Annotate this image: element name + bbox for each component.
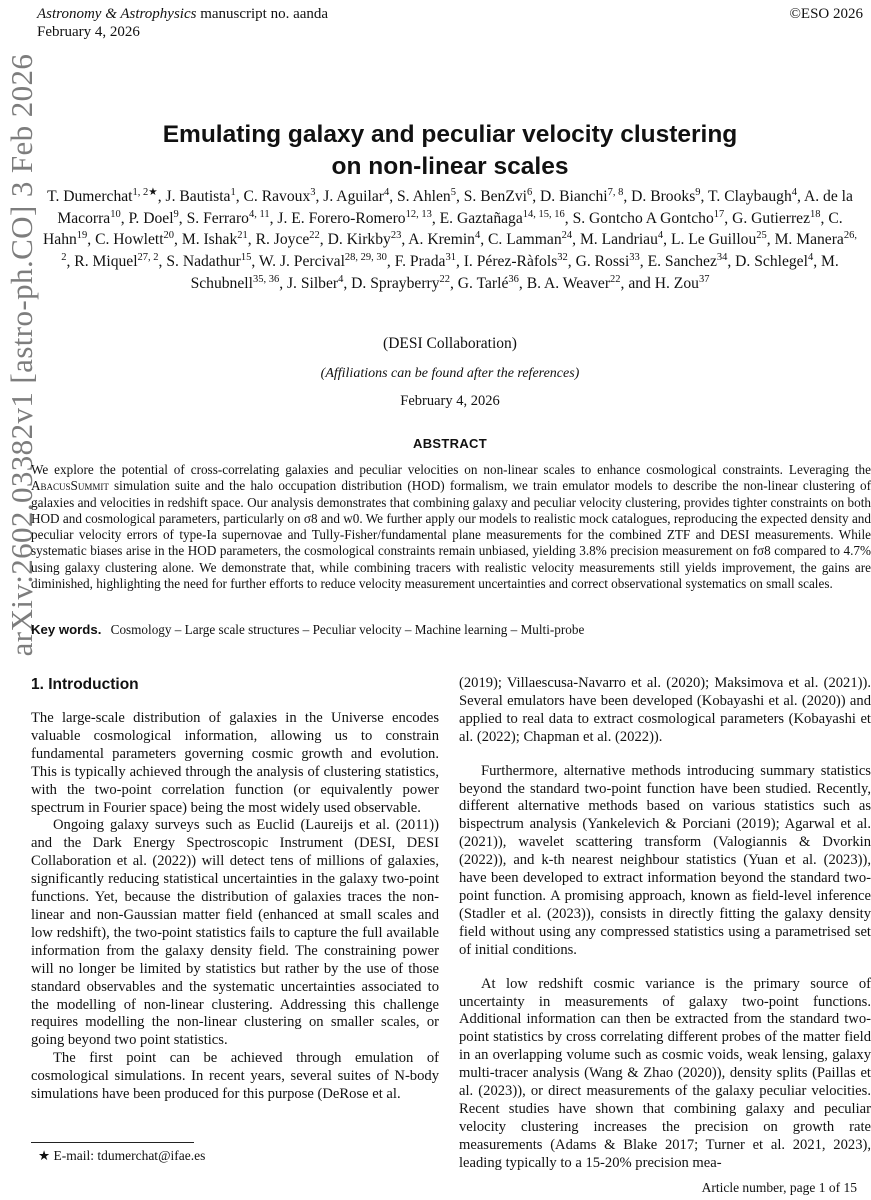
affiliations-note: (Affiliations can be found after the references) bbox=[320, 366, 580, 381]
paper-date: February 4, 2026 bbox=[400, 393, 500, 409]
author-name: W. J. Percival bbox=[258, 253, 345, 271]
header-date: February 4, 2026 bbox=[37, 24, 140, 40]
author-affiliation: 32 bbox=[557, 251, 568, 263]
author-name: T. Claybaugh bbox=[708, 188, 792, 205]
author-name: E. Gaztañaga bbox=[439, 209, 523, 227]
author-name: J. Silber bbox=[286, 274, 339, 292]
author-affiliation: 17 bbox=[713, 208, 725, 220]
author bbox=[323, 188, 389, 205]
author bbox=[328, 231, 402, 248]
author bbox=[128, 210, 178, 227]
author-affiliation: 9 bbox=[695, 186, 701, 198]
author-affiliation: 25 bbox=[756, 230, 767, 242]
paragraph: Furthermore, alternative methods introducing summary statistics beyond the standard two-point function have been studied. Recently, different alternative methods based on various statistics such as bispectrum analysis (Yankelevich & Porciani (2019); Agarwal et al. (2021)), wavelet scattering transform (Valogiannis & Dvorkin (2022)), and k-th nearest neighbour statistics (Yuan et al. (2023)), have been developed to extract information beyond the standard two-point function. A promising approach, known as field-level inference (Stadler et al. (2023)), consists in directly fitting the galaxy density field without using any compressed statistics using a parametrised set of initial conditions. bbox=[459, 762, 871, 958]
author bbox=[488, 231, 572, 248]
author-name: D. Brooks bbox=[631, 188, 696, 205]
title-line-2: on non-linear scales bbox=[331, 153, 569, 180]
author-affiliation: 4 bbox=[807, 251, 814, 263]
author-affiliation: 26, 2 bbox=[61, 230, 857, 263]
author-name: S. Ahlen bbox=[396, 188, 451, 205]
author bbox=[166, 188, 236, 205]
author-name: S. Ferraro bbox=[186, 209, 249, 227]
author-name: S. BenZvi bbox=[463, 188, 527, 205]
author bbox=[351, 275, 450, 292]
author-affiliation: 1, 2★ bbox=[132, 186, 158, 198]
author-name: C. Ravoux bbox=[243, 188, 311, 205]
author-name: J. E. Forero-Romero bbox=[277, 209, 406, 227]
author-name: T. Dumerchat bbox=[47, 188, 133, 205]
author-name: R. Miquel bbox=[74, 253, 138, 271]
author-affiliation: 4 bbox=[791, 186, 798, 198]
author-affiliation: 4 bbox=[474, 230, 481, 242]
running-header bbox=[37, 5, 328, 23]
author-name: A. de la Macorra bbox=[57, 188, 853, 227]
author-affiliation: 27, 2 bbox=[137, 251, 159, 263]
author-name: S. Gontcho A Gontcho bbox=[572, 209, 714, 227]
author bbox=[580, 231, 663, 248]
author bbox=[648, 253, 728, 270]
author bbox=[464, 253, 568, 270]
author bbox=[540, 188, 623, 205]
author-affiliation: 20 bbox=[163, 230, 175, 242]
author-affiliation: 36 bbox=[508, 273, 519, 285]
collaboration: (DESI Collaboration) bbox=[383, 335, 517, 352]
author-name: A. Kremin bbox=[408, 231, 475, 249]
left-column bbox=[31, 710, 439, 1104]
author-name: D. Kirkby bbox=[327, 231, 391, 249]
author-list: T. Dumerchat$^{1, 2★}$, J. Bautista$^1$, C. Ravoux$^3$, J. Aguilar$^4$, S. Ahlen$^5$, S. BenZvi$^6$, D. Bianchi$^{7, 8}$, D. Brooks$^9$, T. Claybaugh$^4$, A. de la Macorra$^{10}$, P. Doel$^9$, S. Ferraro$^{4, 11}$, J. E. Forero-Romero$^{12, 13}$, E. Gaztañaga$^{14, 15, 16}$, S. Gontcho A Gontcho$^{17}$, G. Gutierrez$^{18}$, C. Hahn$^{19}$, C. Howlett$^{20}$, M. Ishak$^{21}$, R. Joyce$^{22}$, D. Kirkby$^{23}$, A. Kremin$^4$, C. Lamman$^{24}$, M. Landriau$^4$, L. Le Guillou$^{25}$, M. Manera$^{26, 2}$, R. Miquel$^{27, 2}$, S. Nadathur$^{15}$, W. J. Percival$^{28, 29, 30}$, F. Prada$^{31}$, I. Pérez-Ràfols$^{32}$, G. Rossi$^{33}$, E. Sanchez$^{34}$, D. Schlegel$^4$, M. Schubnell$^{35, 36}$, J. Silber$^4$, D. Sprayberry$^{22}$, G. Tarlé$^{36}$, B. A. Weaver$^{22}$, and H. Zou$^{37}$ bbox=[43, 186, 857, 292]
author-affiliation: 6 bbox=[527, 186, 533, 198]
author-affiliation: 21 bbox=[237, 230, 248, 242]
author bbox=[732, 210, 820, 227]
author-name: E. Sanchez bbox=[647, 253, 717, 271]
author-affiliation: 4 bbox=[338, 273, 344, 285]
author bbox=[397, 188, 456, 205]
author-name: F. Prada bbox=[394, 253, 446, 271]
paragraph: The large-scale distribution of galaxies in the Universe encodes valuable cosmological information, allowing us to constrain fundamental parameters governing cosmic growth and evolution. This is typically achieved through the analysis of clustering statistics, with the two-point correlation function (or equivalently power spectrum in Fourier space) being the most widely used observable. bbox=[31, 710, 439, 816]
abstract-text bbox=[31, 462, 871, 592]
author-affiliation: 23 bbox=[390, 230, 402, 242]
author-affiliation: 31 bbox=[445, 251, 456, 263]
journal-name: Astronomy & Astrophysics bbox=[37, 6, 197, 22]
author bbox=[671, 231, 767, 248]
author bbox=[576, 253, 640, 270]
footnote-divider bbox=[31, 1142, 194, 1143]
author bbox=[95, 231, 174, 248]
author bbox=[187, 210, 270, 227]
author-name: L. Le Guillou bbox=[670, 231, 757, 249]
page-footer: Article number, page 1 of 15 bbox=[701, 1180, 857, 1195]
author-affiliation: 14, 15, 16 bbox=[522, 208, 565, 220]
author bbox=[735, 253, 813, 270]
author-affiliation: 5 bbox=[450, 186, 456, 198]
author-affiliation: 33 bbox=[629, 251, 640, 263]
keywords-label: Key words. bbox=[31, 622, 102, 637]
section-heading: 1. Introduction bbox=[31, 676, 139, 693]
author bbox=[464, 188, 533, 205]
abstract-heading: ABSTRACT bbox=[413, 436, 487, 451]
author bbox=[244, 188, 316, 205]
manuscript-id: manuscript no. aanda bbox=[200, 6, 329, 22]
paragraph: The first point can be achieved through emulation of cosmological simulations. In recent years, several suites of N-body simulations have been produced for this purpose (DeRose et al. bbox=[31, 1050, 439, 1103]
author bbox=[47, 188, 158, 205]
author bbox=[395, 253, 456, 270]
author bbox=[166, 253, 251, 270]
author-name: P. Doel bbox=[128, 209, 174, 227]
author-name: D. Bianchi bbox=[540, 188, 608, 205]
footnote: ★ E-mail: tdumerchat@ifae.es bbox=[38, 1148, 206, 1163]
paragraph: At low redshift cosmic variance is the primary source of uncertainty in measurements of galaxy two-point functions. Additional information can then be extracted from the standard two-point statistics by cross correlating different probes of the matter field in an overlapping volume such as cosmic voids, weak lensing, galaxy multi-tracer analysis (Wang & Zhao (2020)), density splits (Paillas et al. (2023)), or direct measurements of the galaxy peculiar velocities. Recent studies have shown that combining galaxy and peculiar velocity clustering increases the precision on growth rate measurements (Adams & Blake 2017; Turner et al. 2021, 2023), leading typically to a 15-20% precision mea- bbox=[459, 975, 871, 1171]
author-name: J. Bautista bbox=[165, 188, 231, 205]
author-affiliation: 15 bbox=[240, 251, 252, 263]
author bbox=[74, 253, 158, 270]
paragraph: (2019); Villaescusa-Navarro et al. (2020); Maksimova et al. (2021)). Several emulators have been developed (Kobayashi et al. (2020)) and applied to real data to extract cosmological parameters (Kobayashi et al. (2022); Chapman et al. (2022)). bbox=[459, 675, 871, 745]
author-name: M. Landriau bbox=[579, 231, 658, 249]
author bbox=[708, 188, 797, 205]
author-affiliation: 37 bbox=[698, 273, 710, 285]
author-affiliation: 12, 13 bbox=[405, 208, 432, 220]
author-name: C. Howlett bbox=[95, 231, 164, 249]
author-name: G. Tarlé bbox=[457, 274, 509, 292]
author-affiliation: 24 bbox=[561, 230, 573, 242]
author-name: R. Joyce bbox=[255, 231, 310, 249]
author-affiliation: 18 bbox=[810, 208, 821, 220]
keywords bbox=[31, 622, 871, 638]
author-name: D. Sprayberry bbox=[351, 274, 440, 292]
copyright: ©ESO 2026 bbox=[789, 6, 863, 22]
arxiv-stamp[interactable]: arXiv:2602.03382v1 [astro-ph.CO] 3 Feb 2026 bbox=[4, 53, 39, 657]
author-affiliation: 28, 29, 30 bbox=[344, 251, 387, 263]
author-name: J. Aguilar bbox=[323, 188, 384, 205]
author bbox=[256, 231, 320, 248]
author-name: C. Hahn bbox=[43, 209, 843, 249]
author bbox=[527, 275, 621, 292]
author-name: D. Schlegel bbox=[735, 253, 808, 271]
abstract-part-1: We explore the potential of cross-correlating galaxies and peculiar velocities on non-linear scales to enhance cosmological constraints. Leveraging the bbox=[31, 462, 871, 477]
author bbox=[458, 275, 519, 292]
author-name: M. Ishak bbox=[181, 231, 238, 249]
author-name: M. Schubnell bbox=[190, 253, 839, 292]
author bbox=[440, 210, 565, 227]
abstract-part-2: simulation suite and the halo occupation distribution (HOD) formalism, we train emulator models to describe the non-linear clustering of galaxies and velocities in redshift space. Our analysis demonstrates that combining galaxy and peculiar velocity clustering, provides tighter constraints on both HOD and cosmological parameters, particularly on σ8 and w0. We further apply our models to realistic mock catalogues, reproducing the expected density and peculiar velocity errors of type-Ia supernovae and Tully-Fisher/fundamental plane measurements for the combined ZTF and DESI measurements. While systematic biases arise in the HOD parameters, the cosmological constraints remain unbiased, yielding 3.8% precision measurement on fσ8 compared to 4.7% using galaxy clustering alone. We demonstrate that, while combining tracers with realistic velocity measurements still yields improvement, the gains are diminished, highlighting the need for further efforts to reduce velocity measurement uncertainties and correct observational systematics on small scales. bbox=[31, 478, 871, 592]
author bbox=[655, 275, 710, 292]
author-affiliation: 34 bbox=[716, 251, 728, 263]
author bbox=[259, 253, 387, 270]
author-affiliation: 7, 8 bbox=[607, 186, 624, 198]
author bbox=[408, 231, 480, 248]
keywords-text: Cosmology – Large scale structures – Peculiar velocity – Machine learning – Multi-probe bbox=[110, 622, 585, 637]
author-affiliation: 4 bbox=[383, 186, 390, 198]
right-column bbox=[459, 675, 871, 1173]
author-affiliation: 22 bbox=[439, 273, 450, 285]
author-affiliation: 9 bbox=[173, 208, 179, 220]
author-affiliation: 3 bbox=[310, 186, 316, 198]
paragraph: Ongoing galaxy surveys such as Euclid (Laureijs et al. (2011)) and the Dark Energy Spectroscopic Instrument (DESI, DESI Collaboration et al. (2022)) will detect tens of millions of galaxies, significantly reducing statistical uncertainties in the galaxy two-point functions. Yet, because the distribution of galaxies traces the non-linear and non-Gaussian matter field (enhanced at small scales and low redshift), the two-point statistics fails to capture the full available information from the galaxy density field. The constraining power will no longer be limited by statistics but rather by the use of those standard observables and the systematic uncertainties associated to the modelling of non-linear clustering. Addressing this challenge requires modelling the non-linear clustering on smaller scales, or going beyond two point statistics. bbox=[31, 817, 439, 1049]
author-name: G. Gutierrez bbox=[732, 209, 811, 227]
author bbox=[631, 188, 700, 205]
author bbox=[182, 231, 248, 248]
author bbox=[277, 210, 431, 227]
author-affiliation: 1 bbox=[230, 186, 236, 198]
author-affiliation: 10 bbox=[110, 208, 121, 220]
author bbox=[573, 210, 725, 227]
author-affiliation: 22 bbox=[610, 273, 621, 285]
title-line-1: Emulating galaxy and peculiar velocity clustering bbox=[162, 121, 738, 148]
author-affiliation: 4, 11 bbox=[248, 208, 270, 220]
author-affiliation: 4 bbox=[657, 230, 664, 242]
author-name: I. Pérez-Ràfols bbox=[463, 253, 558, 271]
paper-title bbox=[60, 119, 840, 183]
author-affiliation: 22 bbox=[309, 230, 320, 242]
author-name: S. Nadathur bbox=[166, 253, 241, 271]
suite-name: AbacusSummit bbox=[31, 478, 109, 494]
author-name: B. A. Weaver bbox=[526, 274, 611, 292]
author-name: G. Rossi bbox=[575, 253, 630, 271]
author-name: C. Lamman bbox=[488, 231, 562, 249]
author-affiliation: 35, 36 bbox=[252, 273, 280, 285]
author-name: H. Zou bbox=[654, 274, 699, 292]
author bbox=[287, 275, 343, 292]
author-affiliation: 19 bbox=[76, 230, 88, 242]
author-name: M. Manera bbox=[774, 231, 844, 249]
